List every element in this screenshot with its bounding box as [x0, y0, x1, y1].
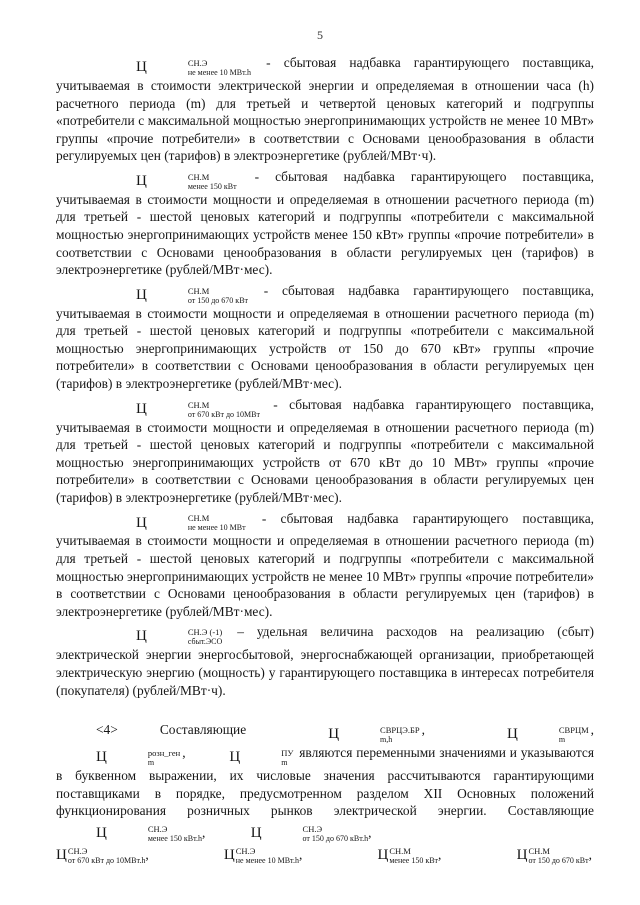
price-symbol: Ц СН.М от 670 кВт до 10МВт — [136, 399, 260, 419]
definition-paragraph — [56, 282, 594, 393]
definition-paragraph — [56, 168, 594, 279]
price-symbol: Ц СН.М от 150 до 670 кВт , — [516, 845, 592, 865]
price-symbol: Ц СН.Э менее 150 кВт.h , — [96, 823, 206, 843]
price-symbol: Ц СН.Э (-1) сбыт.ЭСО — [136, 627, 223, 647]
definition-text: - сбытовая надбавка гарантирующего поставщика, учитываемая в стоимости мощности и определяемая в отношении расчетного периода (m) для третьей - шестой ценовых категорий и подгруппы «потребители с максимальной мощностью энергопринимающих устройств от 150 до 670 кВт» группы «прочие потребители» в соответствии с Основами ценообразования в области регулируемых цен (тарифов) в электроэнергетике (рублей/МВт·мес). — [56, 282, 594, 392]
price-symbol: Ц розн_ген m — [96, 748, 181, 767]
price-symbol: Ц СН.М от 150 до 670 кВт — [136, 285, 249, 305]
document-body — [56, 54, 594, 865]
trailing-symbols-row1 — [56, 821, 373, 843]
trailing-symbols-row2 — [56, 846, 594, 865]
definition-paragraph — [56, 396, 594, 507]
definition-text: – удельная величина расходов на реализацию (сбыт) электрической энергии энергосбытовой, энергоснабжающей организации, приобретающей электрическую энергию (мощность) у гарантирующего поставщика в интересах потребителя (покупателя) (рублей/МВт·ч). — [56, 624, 594, 698]
price-symbol: Ц СН.М не менее 10 МВт — [136, 513, 246, 533]
note-text: являются переменными значениями и указываются в буквенном выражении, их числовые значения рассчитываются гарантирующими поставщиками в порядке, предусмотренном разделом XII Основных положений функционирования розничных рынков электрической энергии. Составляющие — [56, 745, 594, 819]
definition-paragraph — [56, 510, 594, 621]
price-symbol: Ц СН.Э не менее 10 МВт.h — [136, 57, 252, 77]
definition-paragraph — [56, 54, 594, 165]
definition-paragraph — [56, 623, 594, 699]
price-symbol: Ц СН.М менее 150 кВт , — [377, 845, 442, 865]
price-symbol: Ц СН.Э не менее 10 МВт.h , — [223, 845, 303, 865]
price-symbol: Ц СН.Э от 670 кВт до 10МВт.h , — [56, 845, 149, 865]
note-prefix: <4> Составляющие — [96, 722, 289, 738]
definition-text: - сбытовая надбавка гарантирующего поставщика, учитываемая в стоимости мощности и определяемая в отношении расчетного периода (m) для третьей - шестой ценовых категорий и подгруппы «потребители с максимальной мощностью энергопринимающих устройств от 670 кВт до 10 МВт» группы «прочие потребители» в соответствии с Основами ценообразования в области регулируемых цен (тарифов) в электроэнергетике (рублей/МВт·мес). — [56, 396, 594, 505]
definitions-list — [56, 54, 594, 699]
definition-text: - сбытовая надбавка гарантирующего поставщика, учитываемая в стоимости электрической энергии и определяемая в отношении часа (h) расчетного периода (m) для третьей и четвертой ценовых категорий и подгруппы «потребители с максимальной мощностью энергопринимающих устройств не менее 10 МВт» группы «прочие потребители» в соответствии с Основами ценообразования в области регулируемых цен (тарифов) в электроэнергетике (рублей/МВт·ч). — [56, 55, 594, 164]
definition-text: - сбытовая надбавка гарантирующего поставщика, учитываемая в стоимости мощности и определяемая в отношении расчетного периода (m) для третьей - шестой ценовых категорий и подгруппы «потребители с максимальной мощностью энергопринимающих устройств менее 150 кВт» группы «прочие потребители» в соответствии с Основами ценообразования в области регулируемых цен (тарифов) в электроэнергетике (рублей/МВт·мес). — [56, 168, 594, 278]
page-number: 5 — [317, 28, 323, 42]
price-symbol: Ц СВРЦЭ.БР m,h — [328, 725, 420, 745]
definition-text: - сбытовая надбавка гарантирующего поставщика, учитываемая в стоимости мощности и определяемая в отношении расчетного периода (m) для третьей - шестой ценовых категорий и подгруппы «потребители с максимальной мощностью энергопринимающих устройств не менее 10 МВт» группы «прочие потребители» в соответствии с Основами ценообразования в области регулируемых цен (тарифов) в электроэнергетике (рублей/МВт·мес). — [56, 510, 594, 619]
price-symbol: Ц СН.М менее 150 кВт — [136, 171, 237, 191]
price-symbol: Ц ПУ m — [229, 748, 294, 767]
price-symbol: Ц СВРЦМ m — [507, 725, 589, 745]
price-symbol: Ц СН.Э от 150 до 670 кВт.h , — [250, 823, 372, 843]
note-paragraph: <4> Составляющие Ц СВРЦЭ.БР m,h , Ц СВРЦМ m , Ц розн_ген m , Ц ПУ m являются переменными значениями и указываются в буквенном выражении, их числовые значения рассчитываются гарантирующими поставщиками в порядке, предусмотренном разделом XII Основных положений функционирования розничных рынков электрической энергии. Составляющие Ц СН.Э менее 150 кВт.h , Ц СН.Э от 150 до 670 кВт.h , — [56, 722, 594, 843]
